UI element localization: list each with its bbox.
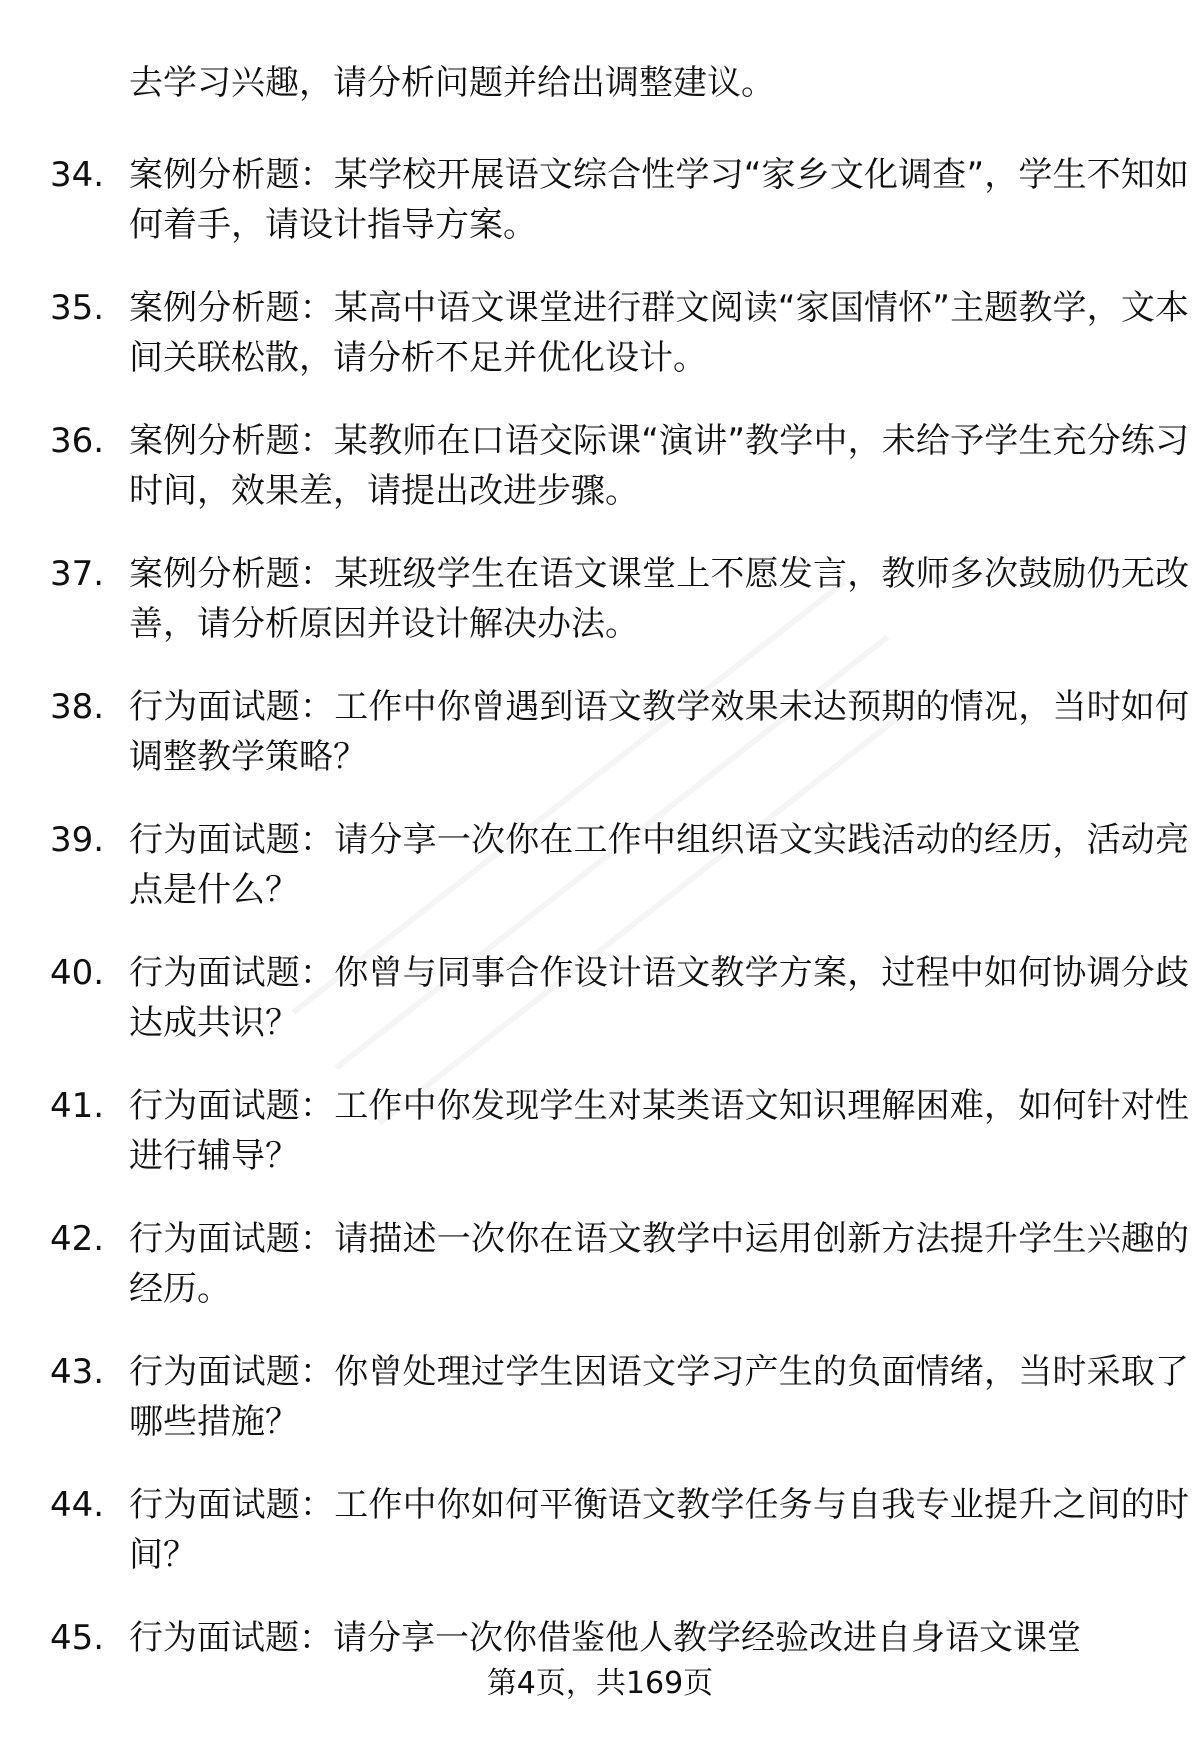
- continuation-text: 去学习兴趣，请分析问题并给出调整建议。: [129, 63, 775, 103]
- question-text: 行为面试题：工作中你曾遇到语文教学效果未达预期的情况，当时如何调整教学策略？: [129, 687, 1189, 777]
- question-item: [50, 283, 1189, 416]
- question-number: 36.: [50, 421, 105, 461]
- question-text: 案例分析题：某高中语文课堂进行群文阅读“家国情怀”主题教学，文本间关联松散，请分析不足并优化设计。: [129, 288, 1189, 378]
- question-number: 42.: [50, 1219, 105, 1259]
- question-number: 43.: [50, 1352, 105, 1392]
- question-item: [50, 1347, 1189, 1480]
- question-number: 40.: [50, 953, 105, 993]
- question-item: [50, 815, 1189, 948]
- question-number: 37.: [50, 554, 105, 594]
- question-item: [50, 1214, 1189, 1347]
- question-text: 行为面试题：请分享一次你借鉴他人教学经验改进自身语文课堂: [129, 1618, 1081, 1658]
- page-footer: 第4页，共169页: [486, 1666, 714, 1701]
- question-item: [50, 1081, 1189, 1214]
- question-number: 38.: [50, 687, 105, 727]
- question-text: 行为面试题：你曾与同事合作设计语文教学方案，过程中如何协调分歧达成共识？: [129, 953, 1189, 1043]
- question-item: [50, 150, 1189, 283]
- question-item: [50, 948, 1189, 1081]
- question-list: [50, 150, 1189, 1746]
- question-text: 行为面试题：请分享一次你在工作中组织语文实践活动的经历，活动亮点是什么？: [129, 820, 1189, 910]
- question-text: 案例分析题：某学校开展语文综合性学习“家乡文化调查”，学生不知如何着手，请设计指导方案。: [129, 155, 1189, 245]
- question-text: 行为面试题：你曾处理过学生因语文学习产生的负面情绪，当时采取了哪些措施？: [129, 1352, 1189, 1442]
- question-number: 35.: [50, 288, 105, 328]
- question-number: 45.: [50, 1618, 105, 1658]
- question-text: 案例分析题：某教师在口语交际课“演讲”教学中，未给予学生充分练习时间，效果差，请提出改进步骤。: [129, 421, 1189, 511]
- question-item: [50, 416, 1189, 549]
- question-text: 行为面试题：请描述一次你在语文教学中运用创新方法提升学生兴趣的经历。: [129, 1219, 1189, 1309]
- question-text: 案例分析题：某班级学生在语文课堂上不愿发言，教师多次鼓励仍无改善，请分析原因并设计解决办法。: [129, 554, 1189, 644]
- question-number: 39.: [50, 820, 105, 860]
- question-text: 行为面试题：工作中你发现学生对某类语文知识理解困难，如何针对性进行辅导？: [129, 1086, 1189, 1176]
- question-number: 41.: [50, 1086, 105, 1126]
- question-number: 44.: [50, 1485, 105, 1525]
- question-item: [50, 682, 1189, 815]
- question-item: [50, 1480, 1189, 1613]
- question-number: 34.: [50, 155, 105, 195]
- question-item: [50, 549, 1189, 682]
- question-text: 行为面试题：工作中你如何平衡语文教学任务与自我专业提升之间的时间？: [129, 1485, 1189, 1575]
